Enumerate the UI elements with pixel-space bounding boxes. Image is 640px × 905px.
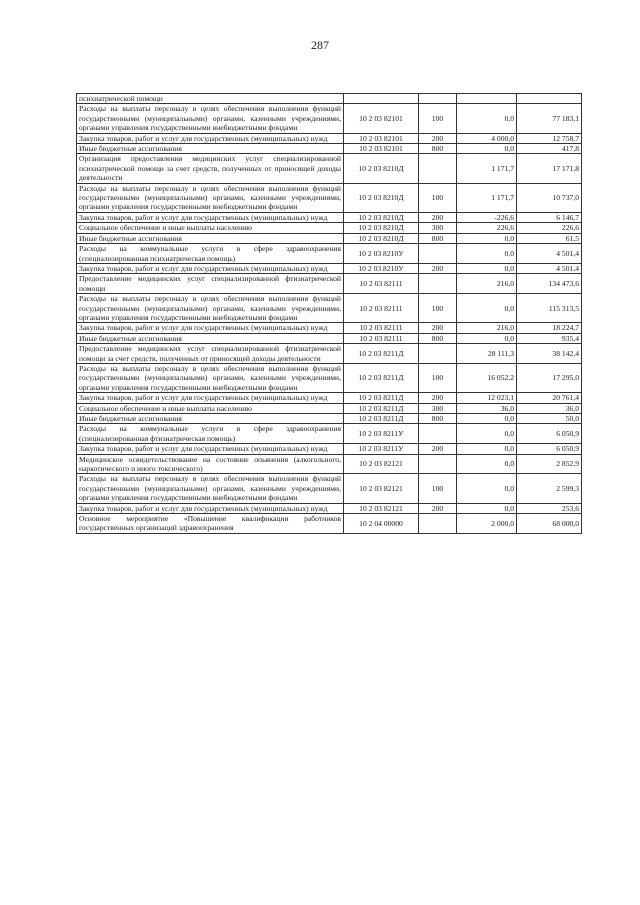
row-change-amount-cell: 0,0 [457,424,517,444]
row-expense-type-cell [419,514,457,534]
row-total-amount-cell: 226,6 [517,223,582,233]
row-expense-type-cell [419,344,457,364]
row-expense-type-cell: 200 [419,323,457,333]
row-total-amount-cell: 17 295,0 [517,363,582,392]
row-change-amount-cell: 226,6 [457,223,517,233]
row-expense-type-cell: 100 [419,474,457,503]
row-change-amount-cell: 0,0 [457,454,517,474]
row-total-amount-cell: 6 050,9 [517,444,582,454]
table-row [77,333,582,343]
row-code-cell [344,94,419,104]
row-code-cell: 10 2 03 8210Д [344,223,419,233]
budget-table [76,93,582,534]
row-name-cell: Иные бюджетные ассигнования [77,414,344,424]
table-row [77,393,582,403]
table-row [77,424,582,444]
row-name-cell: Закупка товаров, работ и услуг для государственных (муниципальных) нужд [77,393,344,403]
row-total-amount-cell: 77 183,1 [517,104,582,133]
row-expense-type-cell: 800 [419,144,457,154]
row-name-cell: Закупка товаров, работ и услуг для государственных (муниципальных) нужд [77,212,344,222]
row-name-cell: Расходы на коммунальные услуги в сфере здравоохранения (специализированная фтизиатрическая помощь) [77,424,344,444]
row-name-cell: Иные бюджетные ассигнования [77,333,344,343]
row-change-amount-cell: 0,0 [457,294,517,323]
row-change-amount-cell: 216,0 [457,274,517,294]
row-code-cell: 10 2 03 8211У [344,424,419,444]
row-total-amount-cell: 134 473,6 [517,274,582,294]
row-total-amount-cell: 2 852,9 [517,454,582,474]
table-row [77,274,582,294]
row-change-amount-cell: 12 023,1 [457,393,517,403]
row-code-cell: 10 2 03 82121 [344,454,419,474]
row-total-amount-cell: 61,5 [517,233,582,243]
table-row [77,144,582,154]
row-code-cell: 10 2 03 8210Д [344,154,419,183]
table-row [77,154,582,183]
table-row [77,294,582,323]
row-change-amount-cell: 0,0 [457,474,517,503]
row-code-cell: 10 2 03 8211У [344,444,419,454]
row-expense-type-cell: 200 [419,263,457,273]
row-change-amount-cell: 36,0 [457,403,517,413]
table-row [77,133,582,143]
row-code-cell: 10 2 03 82111 [344,323,419,333]
table-row [77,263,582,273]
row-code-cell: 10 2 03 82111 [344,294,419,323]
row-expense-type-cell: 800 [419,333,457,343]
row-change-amount-cell: 0,0 [457,444,517,454]
row-expense-type-cell: 200 [419,133,457,143]
row-expense-type-cell: 300 [419,223,457,233]
row-expense-type-cell: 100 [419,294,457,323]
table-row [77,514,582,534]
row-change-amount-cell: 0,0 [457,414,517,424]
row-name-cell: психиатрической помощи [77,94,344,104]
row-code-cell: 10 2 03 8211Д [344,363,419,392]
row-code-cell: 10 2 04 00000 [344,514,419,534]
table-row [77,323,582,333]
row-code-cell: 10 2 03 8210У [344,244,419,264]
row-total-amount-cell: 115 313,5 [517,294,582,323]
row-expense-type-cell: 200 [419,444,457,454]
row-change-amount-cell: 0,0 [457,503,517,513]
row-change-amount-cell: 28 111,3 [457,344,517,364]
row-total-amount-cell: 935,4 [517,333,582,343]
row-code-cell: 10 2 03 8211Д [344,393,419,403]
row-change-amount-cell: 0,0 [457,333,517,343]
table-row [77,223,582,233]
row-expense-type-cell: 100 [419,104,457,133]
row-name-cell: Расходы на выплаты персоналу в целях обеспечения выполнения функций государственными (муниципальными) органами, казенными учреждениями, органами управления государственными внебюджетными фондами [77,104,344,133]
row-code-cell: 10 2 03 82121 [344,474,419,503]
row-expense-type-cell: 200 [419,393,457,403]
row-expense-type-cell: 300 [419,403,457,413]
row-total-amount-cell: 18 224,7 [517,323,582,333]
row-name-cell: Расходы на коммунальные услуги в сфере здравоохранения (специализированная психиатрическая помощь) [77,244,344,264]
row-change-amount-cell: 0,0 [457,233,517,243]
row-name-cell: Расходы на выплаты персоналу в целях обеспечения выполнения функций государственными (муниципальными) органами, казенными учреждениями, органами управления государственными внебюджетными фондами [77,363,344,392]
row-code-cell: 10 2 03 8210Д [344,212,419,222]
row-expense-type-cell [419,154,457,183]
row-change-amount-cell: 0,0 [457,144,517,154]
row-code-cell: 10 2 03 8210Д [344,233,419,243]
row-code-cell: 10 2 03 82121 [344,503,419,513]
row-code-cell: 10 2 03 8210У [344,263,419,273]
row-code-cell: 10 2 03 8211Д [344,344,419,364]
table-row [77,444,582,454]
row-name-cell: Социальное обеспечение и иные выплаты населению [77,403,344,413]
table-row [77,212,582,222]
row-code-cell: 10 2 03 8211Д [344,403,419,413]
row-total-amount-cell [517,94,582,104]
row-expense-type-cell: 200 [419,503,457,513]
row-name-cell: Расходы на выплаты персоналу в целях обеспечения выполнения функций государственными (муниципальными) органами, казенными учреждениями, органами управления государственными внебюджетными фондами [77,474,344,503]
row-total-amount-cell: 4 501,4 [517,244,582,264]
row-code-cell: 10 2 03 8211Д [344,414,419,424]
row-name-cell: Закупка товаров, работ и услуг для государственных (муниципальных) нужд [77,323,344,333]
row-change-amount-cell: 1 171,7 [457,183,517,212]
row-name-cell: Основное мероприятие «Повышение квалификации работников государственных организаций здравоохранения [77,514,344,534]
row-total-amount-cell: 253,6 [517,503,582,513]
row-expense-type-cell [419,424,457,444]
row-code-cell: 10 2 03 82101 [344,133,419,143]
row-expense-type-cell: 100 [419,363,457,392]
row-total-amount-cell: 17 171,8 [517,154,582,183]
row-total-amount-cell: 4 501,4 [517,263,582,273]
row-name-cell: Закупка товаров, работ и услуг для государственных (муниципальных) нужд [77,503,344,513]
row-total-amount-cell: 10 737,0 [517,183,582,212]
row-name-cell: Медицинское освидетельствование на состояние опьянения (алкогольного, наркотического и иного токсического) [77,454,344,474]
row-code-cell: 10 2 03 82111 [344,333,419,343]
row-expense-type-cell: 800 [419,414,457,424]
row-change-amount-cell: 2 000,0 [457,514,517,534]
table-row [77,104,582,133]
row-change-amount-cell [457,94,517,104]
row-change-amount-cell: 216,0 [457,323,517,333]
row-code-cell: 10 2 03 82101 [344,104,419,133]
row-expense-type-cell: 200 [419,212,457,222]
table-row [77,233,582,243]
row-code-cell: 10 2 03 8210Д [344,183,419,212]
table-row [77,474,582,503]
row-expense-type-cell [419,454,457,474]
row-total-amount-cell: 6 050,9 [517,424,582,444]
row-total-amount-cell: 68 000,0 [517,514,582,534]
row-name-cell: Предоставление медицинских услуг специализированной фтизиатрической помощи за счет средств, полученных от приносящей доходы деятельности [77,344,344,364]
row-total-amount-cell: 2 599,3 [517,474,582,503]
table-row [77,503,582,513]
row-total-amount-cell: 417,8 [517,144,582,154]
row-total-amount-cell: 36,0 [517,403,582,413]
row-total-amount-cell: 6 146,7 [517,212,582,222]
row-name-cell: Иные бюджетные ассигнования [77,144,344,154]
row-expense-type-cell [419,244,457,264]
row-name-cell: Закупка товаров, работ и услуг для государственных (муниципальных) нужд [77,133,344,143]
row-code-cell: 10 2 03 82101 [344,144,419,154]
table-row [77,414,582,424]
row-change-amount-cell: 0,0 [457,263,517,273]
table-row [77,94,582,104]
row-total-amount-cell: 20 761,4 [517,393,582,403]
row-name-cell: Закупка товаров, работ и услуг для государственных (муниципальных) нужд [77,263,344,273]
page-number: 287 [311,38,329,52]
table-row [77,244,582,264]
row-expense-type-cell [419,274,457,294]
table-row [77,183,582,212]
table-row [77,403,582,413]
row-name-cell: Закупка товаров, работ и услуг для государственных (муниципальных) нужд [77,444,344,454]
row-name-cell: Предоставление медицинских услуг специализированной фтизиатрической помощи [77,274,344,294]
row-expense-type-cell: 800 [419,233,457,243]
row-change-amount-cell: 16 052,2 [457,363,517,392]
row-name-cell: Организация предоставления медицинских услуг специализированной психиатрической помощи за счет средств, полученных от приносящей доходы деятельности [77,154,344,183]
row-total-amount-cell: 50,0 [517,414,582,424]
row-expense-type-cell [419,94,457,104]
row-name-cell: Иные бюджетные ассигнования [77,233,344,243]
row-code-cell: 10 2 03 82111 [344,274,419,294]
row-change-amount-cell: 4 000,0 [457,133,517,143]
table-row [77,344,582,364]
row-name-cell: Социальное обеспечение и иные выплаты населению [77,223,344,233]
budget-table-body [77,94,582,534]
table-row [77,363,582,392]
row-change-amount-cell: 1 171,7 [457,154,517,183]
row-total-amount-cell: 38 142,4 [517,344,582,364]
row-change-amount-cell: -226,6 [457,212,517,222]
row-change-amount-cell: 0,0 [457,104,517,133]
row-name-cell: Расходы на выплаты персоналу в целях обеспечения выполнения функций государственными (муниципальными) органами, казенными учреждениями, органами управления государственными внебюджетными фондами [77,294,344,323]
row-change-amount-cell: 0,0 [457,244,517,264]
row-expense-type-cell: 100 [419,183,457,212]
row-name-cell: Расходы на выплаты персоналу в целях обеспечения выполнения функций государственными (муниципальными) органами, казенными учреждениями, органами управления государственными внебюджетными фондами [77,183,344,212]
table-row [77,454,582,474]
row-total-amount-cell: 12 758,7 [517,133,582,143]
